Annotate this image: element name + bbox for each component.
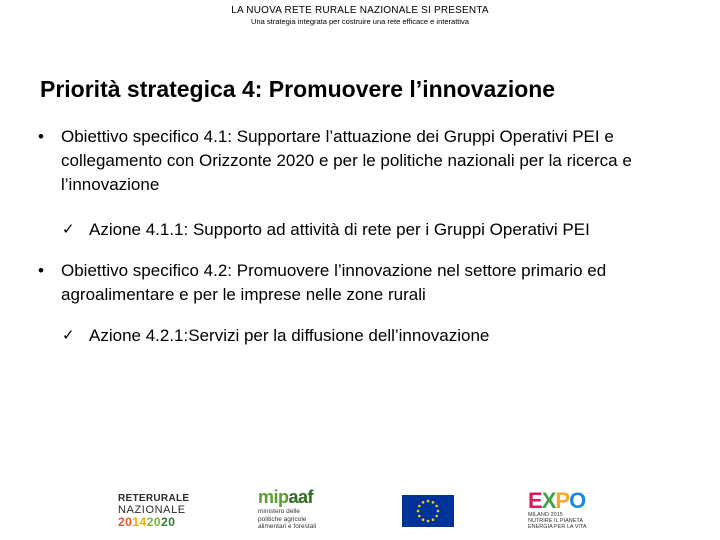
action-4-2-1 (62, 324, 692, 348)
logo-text: RETE (118, 493, 146, 504)
mipaaf-logo (258, 487, 338, 535)
logo-text: O (569, 488, 586, 513)
logo-text: politiche agricole (258, 515, 307, 523)
slide-title: Priorità strategica 4: Promuovere l’innovazione (40, 76, 556, 102)
rete-rurale-logo (118, 493, 198, 529)
logo-text: MILANO 2015 (528, 512, 563, 518)
eu-flag-icon (402, 495, 454, 527)
bullet-icon: • (38, 127, 44, 146)
checkmark-icon: ✓ (62, 221, 75, 238)
action-text: Azione 4.1.1: Supporto ad attività di rete per i Gruppi Operativi PEI (89, 220, 590, 239)
logo-text: E (528, 488, 542, 513)
logo-text: NAZIONALE (118, 504, 186, 516)
header-title: LA NUOVA RETE RURALE NAZIONALE SI PRESENTA (231, 5, 489, 16)
bullet-icon: • (38, 261, 44, 280)
logo-text: aaf (288, 487, 314, 507)
logo-text: ministero delle (258, 508, 300, 515)
logo-text: RURALE (145, 493, 190, 504)
objective-4-2 (38, 259, 688, 307)
logo-text: ENERGIA PER LA VITA (528, 524, 587, 530)
logo-text: alimentari e forestali (258, 523, 317, 530)
logo-text: 20 (118, 515, 133, 529)
logo-text: 14 (132, 515, 147, 529)
action-text: Azione 4.2.1:Servizi per la diffusione dell’innovazione (89, 326, 490, 345)
action-4-1-1 (62, 218, 692, 242)
logo-text: 20 (146, 515, 162, 529)
logo-text: P (555, 488, 570, 513)
objective-4-1 (38, 125, 688, 197)
logo-text: X (541, 488, 556, 513)
logo-text: mip (258, 487, 289, 507)
objective-text: Obiettivo specifico 4.1: Supportare l’attuazione dei Gruppi Operativi PEI e collegamento con Orizzonte 2020 e per le politiche nazionali per la ricerca e l’innovazione (61, 127, 632, 194)
header-subtitle: Una strategia integrata per costruire una rete efficace e interattiva (251, 17, 469, 26)
expo-milano-logo (528, 490, 602, 530)
logo-text: 20 (161, 515, 176, 529)
logo-text: NUTRIRE IL PIANETA (528, 518, 584, 524)
checkmark-icon: ✓ (62, 327, 75, 344)
objective-text: Obiettivo specifico 4.2: Promuovere l’innovazione nel settore primario ed agroalimentare e per le imprese nelle zone rurali (61, 261, 607, 304)
